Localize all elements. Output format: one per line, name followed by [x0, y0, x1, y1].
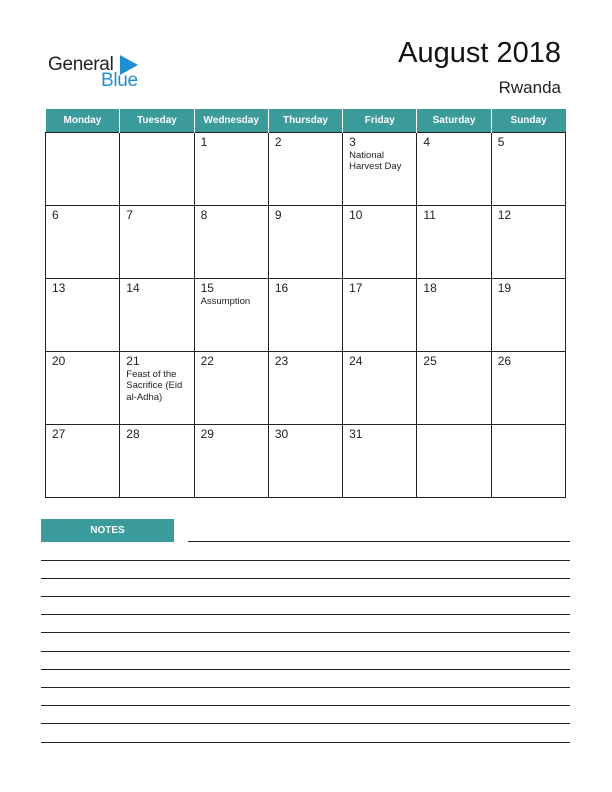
note-line: [41, 723, 570, 724]
day-number: 21: [126, 353, 140, 368]
day-number: 4: [423, 134, 431, 149]
weekday-header: Sunday: [491, 109, 565, 132]
day-cell: [491, 351, 565, 424]
holiday-label: Assumption: [200, 295, 251, 307]
day-cell: [46, 278, 120, 351]
weekday-header: Friday: [343, 109, 417, 132]
day-number: 13: [52, 280, 66, 295]
day-number: 3: [349, 134, 356, 149]
day-cell: [417, 205, 491, 278]
day-number: 2: [274, 134, 282, 149]
day-cell: [46, 205, 120, 278]
day-cell: [343, 351, 417, 424]
day-number: 11: [423, 207, 436, 222]
week-row: [46, 205, 566, 278]
weekday-header: Wednesday: [194, 109, 268, 132]
day-cell: [268, 278, 342, 351]
week-row: [46, 132, 566, 205]
day-cell: [268, 205, 342, 278]
day-cell: [343, 132, 417, 205]
notes-header: NOTES: [41, 519, 174, 542]
day-cell: [417, 278, 491, 351]
day-number: 28: [126, 426, 140, 441]
weekday-header: Thursday: [268, 109, 342, 132]
day-number: 8: [200, 207, 208, 222]
day-number: 29: [200, 426, 214, 441]
day-cell: [46, 351, 120, 424]
day-cell: [120, 132, 194, 205]
day-cell: [120, 205, 194, 278]
day-cell: [194, 351, 268, 424]
note-line: [41, 705, 570, 706]
week-row: [46, 351, 566, 424]
day-number: 23: [274, 353, 289, 368]
logo-flag-icon: [118, 55, 140, 75]
note-line: [41, 742, 570, 743]
country-name: Rwanda: [498, 78, 561, 97]
note-line: [41, 651, 570, 652]
day-cell: [491, 132, 565, 205]
day-number: 19: [497, 280, 512, 295]
weekday-header-row: [46, 109, 566, 132]
day-cell: [194, 205, 268, 278]
day-number: 25: [423, 353, 437, 368]
day-number: 17: [349, 280, 363, 295]
generalblue-logo: [48, 52, 158, 92]
day-cell: [491, 278, 565, 351]
day-number: 24: [349, 353, 363, 368]
day-cell: [268, 351, 342, 424]
note-line: [41, 596, 570, 597]
day-cell: [268, 424, 342, 497]
note-line: [41, 578, 570, 579]
day-cell: [120, 424, 194, 497]
note-line: [41, 632, 570, 633]
day-cell: [194, 424, 268, 497]
day-number: 31: [349, 426, 363, 441]
day-cell: [120, 351, 194, 424]
day-cell: [343, 424, 417, 497]
holiday-label: Feast of the Sacrifice (Eid al-Adha): [126, 368, 183, 403]
day-cell: [46, 424, 120, 497]
day-number: 9: [274, 207, 282, 222]
note-line: [41, 669, 570, 670]
day-cell: [343, 278, 417, 351]
note-line: [41, 614, 570, 615]
day-number: 26: [497, 353, 512, 368]
day-number: 18: [423, 280, 437, 295]
day-number: 15: [200, 280, 214, 295]
weekday-header: Saturday: [417, 109, 491, 132]
day-cell: [491, 424, 565, 497]
week-row: [46, 278, 566, 351]
calendar-title: August 2018: [398, 37, 561, 69]
day-cell: [46, 132, 120, 205]
week-row: [46, 424, 566, 497]
day-number: 16: [274, 280, 289, 295]
day-cell: [268, 132, 342, 205]
day-number: 5: [497, 134, 505, 149]
day-number: 30: [274, 426, 289, 441]
logo-word-blue: Blue: [101, 70, 138, 91]
day-cell: [417, 351, 491, 424]
weekday-header: Monday: [46, 109, 120, 132]
day-number: 7: [126, 207, 133, 222]
day-number: 27: [52, 426, 66, 441]
day-number: 14: [126, 280, 140, 295]
day-number: 10: [349, 207, 363, 222]
day-cell: [194, 278, 268, 351]
day-number: 1: [200, 134, 208, 149]
day-number: 22: [200, 353, 214, 368]
day-cell: [120, 278, 194, 351]
note-line: [41, 687, 570, 688]
day-cell: [343, 205, 417, 278]
holiday-label: National Harvest Day: [349, 149, 402, 172]
calendar-grid: [45, 109, 566, 498]
day-number: 6: [52, 207, 59, 222]
day-number: 12: [497, 207, 512, 222]
day-cell: [417, 424, 491, 497]
note-line: [188, 541, 570, 542]
logo-word-general: General: [48, 54, 114, 75]
note-line: [41, 560, 570, 561]
weekday-header: Tuesday: [120, 109, 194, 132]
day-cell: [417, 132, 491, 205]
day-number: 20: [52, 353, 66, 368]
day-cell: [194, 132, 268, 205]
day-cell: [491, 205, 565, 278]
